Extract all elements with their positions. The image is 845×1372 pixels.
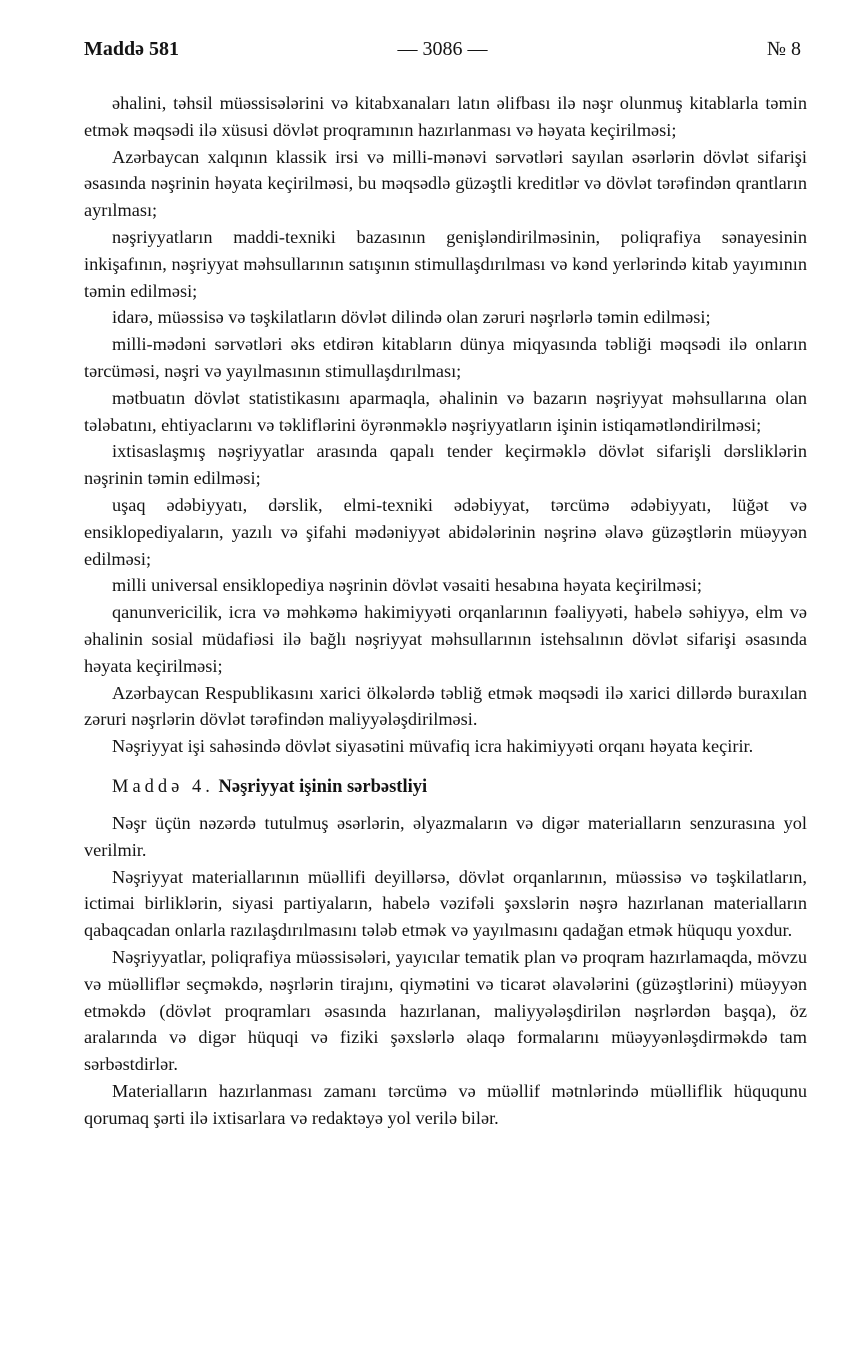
article-heading — [84, 774, 807, 800]
paragraph: uşaq ədəbiyyatı, dərslik, elmi-texniki ədəbiyyat, tərcümə ədəbiyyatı, lüğət və ensiklopediyaların, yazılı və şifahi mədəniyyət abidələrinin nəşrinə əlavə güzəştlərin müəyyən edilməsi; — [84, 494, 807, 569]
paragraph: milli-mədəni sərvətləri əks etdirən kitabların dünya miqyasında təbliği məqsədi ilə onların tərcüməsi, nəşri və yayılmasının stimullaşdırılması; — [84, 334, 807, 381]
paragraph: milli universal ensiklopediya nəşrinin dövlət vəsaiti hesabına həyata keçirilməsi; — [112, 575, 702, 596]
issue-number: № 8 — [766, 38, 801, 60]
paragraph: nəşriyyatların maddi-texniki bazasının genişləndirilməsinin, poliqrafiya sənayesinin inkişafının, nəşriyyat məhsullarının satışının stimullaşdırılması və kənd yerlərində kitab yayımının təmin edilməsi; — [84, 226, 807, 301]
paragraph: Nəşriyyatlar, poliqrafiya müəssisələri, yayıcılar tematik plan və proqram hazırlamaqda, mövzu və müəlliflər seçməkdə, nəşrlərin tirajını, qiymətini və ticarət əlavələrini (güzəştlərini) müəyyən etməkdə (dövlət proqramları əsasında hazırlanan, maliyyələşdirilən nəşrlərdən başqa), öz aralarında və digər hüquqi və fiziki şəxslərlə əlaqə formalarını müəyyənləşdirməkdə tam sərbəstdirlər. — [84, 946, 807, 1075]
paragraph: Nəşriyyat işi sahəsində dövlət siyasətini müvafiq icra hakimiyyəti orqanı həyata keçirir. — [112, 736, 754, 757]
paragraph: qanunvericilik, icra və məhkəmə hakimiyyəti orqanlarının fəaliyyəti, habelə səhiyyə, elm və əhalinin sosial müdafiəsi ilə bağlı nəşriyyat məhsullarının istehsalının dövlət sifarişi əsasında həyata keçirilməsi; — [84, 602, 807, 676]
paragraph: mətbuatın dövlət statistikasını aparmaqla, əhalinin və bazarın nəşriyyat məhsullarına olan tələbatını, ehtiyaclarını və təkliflərini öyrənməklə nəşriyyatların işinin istiqamətləndirilməsi; — [84, 387, 807, 435]
document-body — [84, 90, 807, 1131]
page-header — [84, 37, 801, 67]
paragraph: ixtisaslaşmış nəşriyyatlar arasında qapalı tender keçirməklə dövlət sifarişli dərsliklərin nəşrinin təmin edilməsi; — [84, 441, 807, 489]
page-number: — 3086 — — [397, 38, 488, 60]
paragraph: idarə, müəssisə və təşkilatların dövlət dilində olan zəruri nəşrlərlə təmin edilməsi; — [112, 307, 711, 328]
paragraph: Materialların hazırlanması zamanı tərcümə və müəllif mətnlərində müəlliflik hüququnu qorumaq şərti ilə ixtisarlara və redaktəyə yol verilə bilər. — [84, 1080, 807, 1128]
paragraph: Azərbaycan xalqının klassik irsi və milli-mənəvi sərvətləri sayılan əsərlərin dövlət sifarişi əsasında nəşrinin həyata keçirilməsi, bu məqsədlə güzəştli kreditlər və dövlət tərəfindən qrantların ayrılması; — [84, 146, 807, 221]
paragraph: Azərbaycan Respublikasını xarici ölkələrdə təbliğ etmək məqsədi ilə xarici dillərdə buraxılan zəruri nəşrlərin dövlət tərəfindən maliyyələşdirilməsi. — [84, 682, 807, 730]
paragraph: əhalini, təhsil müəssisələrini və kitabxanaları latın əlifbası ilə nəşr olunmuş kitablarla təmin etmək məqsədi ilə xüsusi dövlət proqramının hazırlanması və həyata keçirilməsi; — [84, 93, 807, 140]
paragraph: Nəşr üçün nəzərdə tutulmuş əsərlərin, əlyazmaların və digər materialların senzurasına yol verilmir. — [84, 812, 807, 860]
article-label: Maddə 4. — [112, 776, 214, 797]
article-reference: Maddə 581 — [84, 38, 179, 60]
article-title: Nəşriyyat işinin sərbəstliyi — [218, 776, 428, 797]
paragraph: Nəşriyyat materiallarının müəllifi deyillərsə, dövlət orqanlarının, müəssisə və təşkilatların, ictimai birliklərin, siyasi partiyaların, habelə vəzifəli şəxslərin nəşrə hazırlanan materialların qabaqcadan onlarla razılaşdırılmasını tələb etmək və yayılmasını qadağan etmək hüququ yoxdur. — [84, 866, 807, 941]
